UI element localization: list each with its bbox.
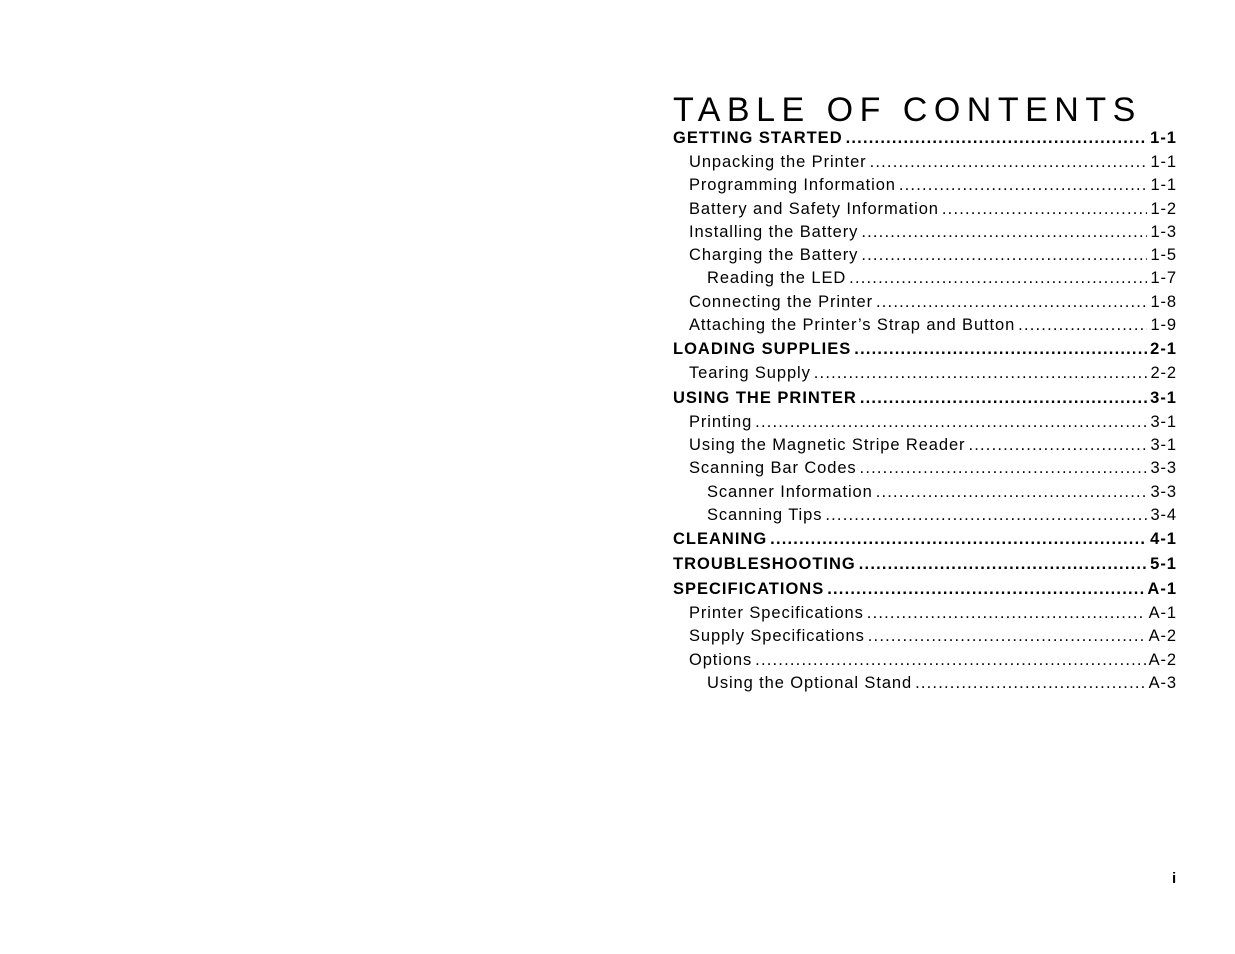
toc-entry-page: A-1 [1147, 580, 1177, 599]
toc-entry-page: 1-1 [1150, 176, 1177, 195]
toc-dot-leader [942, 198, 1148, 221]
toc-entry-page: A-3 [1148, 674, 1177, 693]
toc-dot-leader [870, 151, 1148, 174]
toc-section-entry [673, 649, 1177, 672]
toc-dot-leader [849, 267, 1147, 290]
toc-entry-title: Using the Magnetic Stripe Reader [689, 435, 966, 454]
toc-section-entry [673, 457, 1177, 480]
toc-entry-title: Options [689, 650, 753, 669]
toc-entry-title: CLEANING [673, 530, 768, 549]
toc-dot-leader [827, 577, 1144, 602]
toc-dot-leader [770, 527, 1147, 552]
toc-dot-leader [854, 337, 1147, 362]
toc-section-entry [673, 434, 1177, 457]
toc-chapter-entry [673, 126, 1177, 151]
toc-entry-page: 3-3 [1150, 459, 1177, 478]
toc-section-entry [673, 362, 1177, 385]
toc-entry-title: GETTING STARTED [673, 129, 843, 147]
toc-chapter-entry [673, 527, 1177, 552]
toc-section-entry [673, 625, 1177, 648]
toc-section-entry [673, 198, 1177, 221]
toc-entry-page: 2-1 [1150, 340, 1177, 359]
toc-dot-leader [861, 244, 1147, 267]
toc-entry-title: Scanning Bar Codes [689, 459, 857, 478]
toc-entry-page: 3-3 [1150, 482, 1177, 501]
toc-entry-title: TROUBLESHOOTING [673, 555, 856, 574]
toc-dot-leader [968, 434, 1147, 457]
page-title: TABLE OF CONTENTS [673, 90, 1142, 129]
toc-entry-page: 1-7 [1150, 269, 1177, 288]
toc-entry-page: 1-1 [1150, 129, 1177, 147]
toc-entry-page: 1-1 [1150, 153, 1177, 171]
toc-entry-page: 1-2 [1150, 199, 1177, 218]
toc-entry-page: 3-1 [1150, 388, 1177, 407]
toc-dot-leader [860, 386, 1147, 411]
toc-dot-leader [755, 411, 1147, 434]
toc-dot-leader [876, 481, 1148, 504]
toc-entry-title: Printing [689, 412, 753, 431]
toc-entry-title: Programming Information [689, 176, 896, 195]
toc-entry-title: LOADING SUPPLIES [673, 340, 852, 359]
toc-entry-page: 5-1 [1150, 555, 1177, 574]
toc-section-entry [673, 504, 1177, 527]
toc-entry-page: 1-5 [1150, 246, 1177, 265]
toc-entry-page: 3-1 [1150, 412, 1177, 431]
toc-entry-title: SPECIFICATIONS [673, 580, 825, 599]
toc-entry-page: 3-1 [1150, 435, 1177, 454]
toc-section-entry [673, 411, 1177, 434]
page-number: i [1172, 870, 1177, 887]
toc-dot-leader [825, 504, 1147, 527]
toc-section-entry [673, 602, 1177, 625]
toc-entry-title: Supply Specifications [689, 627, 865, 646]
toc-entry-title: Charging the Battery [689, 246, 859, 265]
toc-entry-page: 1-3 [1150, 222, 1177, 241]
toc-dot-leader [814, 362, 1148, 385]
toc-entry-title: Installing the Battery [689, 222, 859, 241]
toc-section-entry [673, 291, 1177, 314]
toc-entry-title: Tearing Supply [689, 364, 811, 383]
toc-section-entry [673, 481, 1177, 504]
table-of-contents [673, 126, 1177, 695]
toc-dot-leader [868, 625, 1146, 648]
toc-entry-page: 1-9 [1150, 316, 1177, 335]
toc-entry-page: A-2 [1148, 627, 1177, 646]
toc-section-entry [673, 174, 1177, 197]
toc-entry-title: Attaching the Printer’s Strap and Button [689, 316, 1016, 335]
toc-dot-leader [755, 649, 1145, 672]
toc-entry-page: A-2 [1148, 650, 1177, 669]
toc-entry-title: Scanning Tips [707, 505, 823, 524]
toc-entry-page: 2-2 [1150, 364, 1177, 383]
toc-entry-title: Reading the LED [707, 269, 847, 288]
toc-dot-leader [867, 602, 1146, 625]
toc-section-entry [673, 314, 1177, 337]
toc-dot-leader [915, 672, 1146, 695]
toc-entry-title: Using the Optional Stand [707, 674, 913, 693]
toc-dot-leader [876, 291, 1147, 314]
toc-section-entry [673, 244, 1177, 267]
toc-entry-title: USING THE PRINTER [673, 388, 857, 407]
toc-dot-leader [861, 221, 1147, 244]
toc-chapter-entry [673, 577, 1177, 602]
toc-dot-leader [846, 126, 1148, 151]
toc-section-entry [673, 267, 1177, 290]
toc-entry-page: 3-4 [1150, 505, 1177, 524]
toc-entry-page: A-1 [1148, 604, 1177, 623]
toc-entry-page: 4-1 [1150, 530, 1177, 549]
toc-dot-leader [1018, 314, 1147, 337]
toc-section-entry [673, 151, 1177, 174]
toc-entry-title: Battery and Safety Information [689, 199, 939, 218]
toc-section-entry [673, 672, 1177, 695]
toc-entry-title: Connecting the Printer [689, 292, 873, 311]
toc-entry-title: Scanner Information [707, 482, 873, 501]
toc-dot-leader [899, 174, 1148, 197]
toc-section-entry [673, 221, 1177, 244]
toc-dot-leader [859, 552, 1147, 577]
toc-chapter-entry [673, 552, 1177, 577]
toc-dot-leader [860, 457, 1148, 480]
toc-chapter-entry [673, 337, 1177, 362]
toc-chapter-entry [673, 386, 1177, 411]
toc-entry-title: Unpacking the Printer [689, 153, 867, 171]
toc-entry-page: 1-8 [1150, 292, 1177, 311]
toc-entry-title: Printer Specifications [689, 604, 864, 623]
